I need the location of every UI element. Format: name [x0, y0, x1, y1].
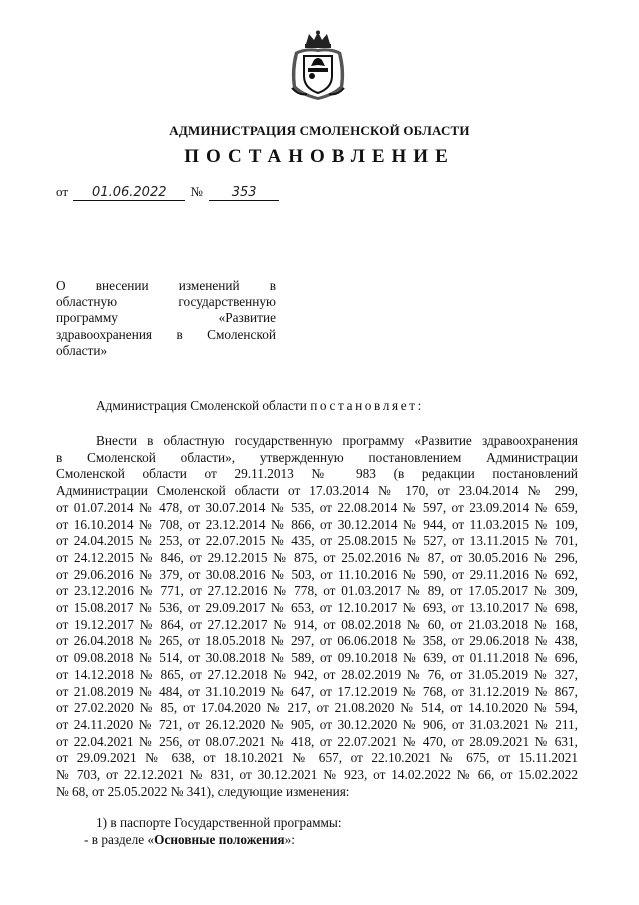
- body-line: от 29.06.2016 № 379, от 30.08.2016 № 503, от 11.10.2016 № 590, от 29.11.2016 № 692,: [56, 566, 578, 582]
- body-line: от 24.04.2015 № 253, от 22.07.2015 № 435, от 25.08.2015 № 527, от 13.11.2015 № 701,: [56, 533, 578, 549]
- subject-line: области»: [56, 342, 108, 358]
- date-number-line: [56, 184, 279, 201]
- intro-resolves: постановляет:: [310, 398, 424, 413]
- body-line: от 15.08.2017 № 536, от 29.09.2017 № 653, от 12.10.2017 № 693, от 13.10.2017 № 698,: [56, 600, 578, 616]
- body-line: № 68, от 25.05.2022 № 341), следующие изменения:: [56, 783, 350, 799]
- body-line: в Смоленской области», утвержденную постановлением Администрации: [56, 449, 578, 465]
- body-line: № 703, от 22.12.2021 № 831, от 30.12.2021 № 923, от 14.02.2022 № 66, от 15.02.2022: [56, 767, 578, 783]
- section-prefix: - в разделе «: [84, 832, 155, 847]
- organization-name: АДМИНИСТРАЦИЯ СМОЛЕНСКОЙ ОБЛАСТИ: [169, 123, 470, 138]
- body-line: от 23.12.2016 № 771, от 27.12.2016 № 778, от 01.03.2017 № 89, от 17.05.2017 № 309,: [56, 583, 578, 599]
- list-item-section: [84, 832, 295, 848]
- coat-of-arms-icon: [287, 30, 349, 102]
- body-line: от 16.10.2014 № 708, от 23.12.2014 № 866, от 30.12.2014 № 944, от 11.03.2015 № 109,: [56, 516, 578, 532]
- body-line: Администрации Смоленской области от 17.03.2014 № 170, от 23.04.2014 № 299,: [56, 483, 578, 499]
- date-prefix: от: [56, 184, 69, 199]
- subject-line: О внесении изменений в: [56, 278, 276, 293]
- subject-line: областную государственную: [56, 294, 276, 310]
- section-title: Основные положения: [154, 832, 285, 847]
- body-line: от 22.04.2021 № 256, от 08.07.2021 № 418, от 22.07.2021 № 470, от 28.09.2021 № 631,: [56, 733, 578, 749]
- document-number: 353: [209, 186, 279, 201]
- subject-line: программу «Развитие: [56, 310, 276, 326]
- body-line: от 14.12.2018 № 865, от 27.12.2018 № 942, от 28.02.2019 № 76, от 31.05.2019 № 327,: [56, 666, 578, 682]
- body-line: от 24.12.2015 № 846, от 29.12.2015 № 875, от 25.02.2016 № 87, от 30.05.2016 № 296,: [56, 549, 578, 565]
- body-line: Смоленской области от 29.11.2013 № 983 (в редакции постановлений: [56, 466, 578, 482]
- number-prefix: №: [190, 184, 203, 199]
- body-line: от 01.07.2014 № 478, от 30.07.2014 № 535, от 22.08.2014 № 597, от 23.09.2014 № 659,: [56, 499, 578, 515]
- body-line: Внести в областную государственную программу «Развитие здравоохранения: [96, 433, 578, 448]
- document-subject: [56, 278, 276, 359]
- body-line: от 29.09.2021 № 638, от 18.10.2021 № 657, от 22.10.2021 № 675, от 15.11.2021: [56, 750, 578, 766]
- resolution-intro: [96, 398, 424, 414]
- list-item-passport: 1) в паспорте Государственной программы:: [96, 815, 342, 830]
- subject-line: здравоохранения в Смоленской: [56, 326, 276, 342]
- resolution-body: [56, 433, 578, 800]
- document-date: 01.06.2022: [73, 186, 185, 201]
- document-type-title: ПОСТАНОВЛЕНИЕ: [184, 146, 455, 167]
- intro-prefix: Администрация Смоленской области: [96, 398, 307, 413]
- body-line: от 27.02.2020 № 85, от 17.04.2020 № 217, от 21.08.2020 № 514, от 14.10.2020 № 594,: [56, 700, 578, 716]
- body-line: от 19.12.2017 № 864, от 27.12.2017 № 914, от 08.02.2018 № 60, от 21.03.2018 № 168,: [56, 616, 578, 632]
- body-line: от 21.08.2019 № 484, от 31.10.2019 № 647, от 17.12.2019 № 768, от 31.12.2019 № 867,: [56, 683, 578, 699]
- body-line: от 26.04.2018 № 265, от 18.05.2018 № 297, от 06.06.2018 № 358, от 29.06.2018 № 438,: [56, 633, 578, 649]
- section-suffix: »:: [284, 832, 295, 847]
- body-line: от 09.08.2018 № 514, от 30.08.2018 № 589, от 09.10.2018 № 639, от 01.11.2018 № 696,: [56, 650, 578, 666]
- body-line: от 24.11.2020 № 721, от 26.12.2020 № 905, от 30.12.2020 № 906, от 31.03.2021 № 211,: [56, 716, 578, 732]
